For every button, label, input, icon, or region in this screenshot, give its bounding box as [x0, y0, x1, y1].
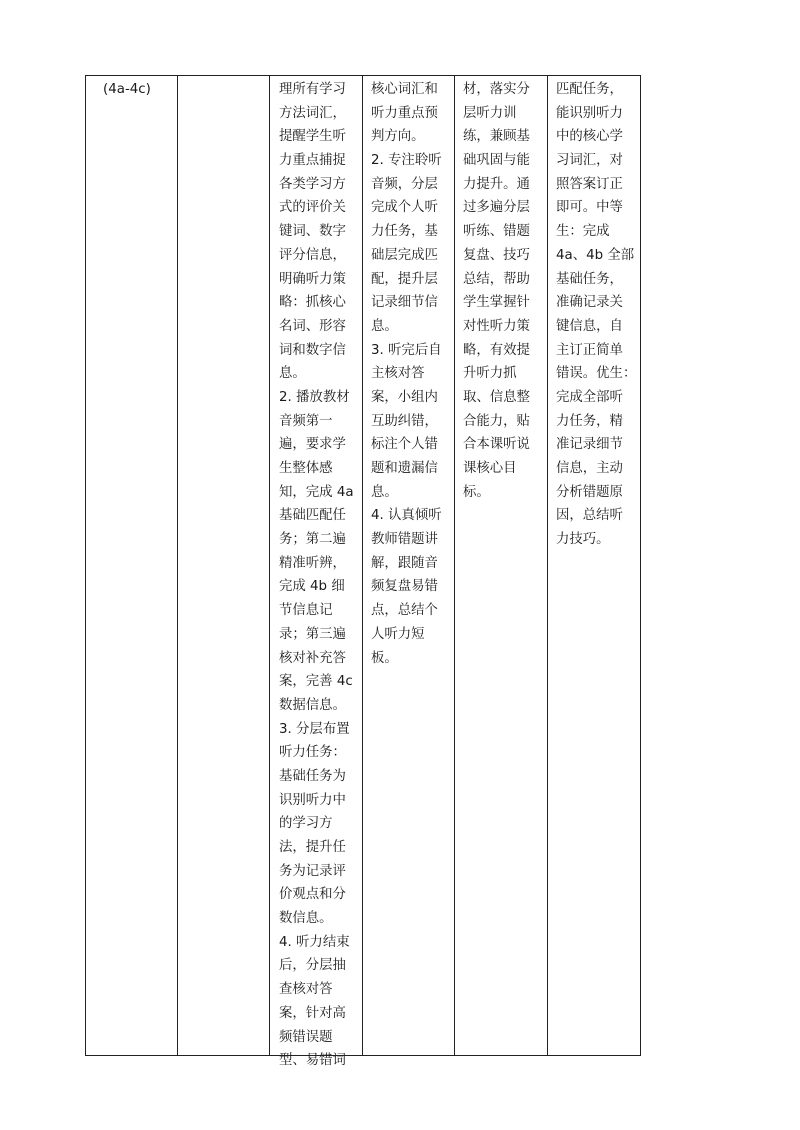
cell-text-line: 完成 4b 细 — [279, 579, 345, 595]
cell-text-line: 法，提升任 — [279, 840, 346, 855]
cell-text-line: 3. 听完后自 — [371, 342, 442, 358]
section-cell — [103, 78, 151, 102]
cell-text-line: 力技巧。 — [556, 532, 610, 548]
cell-text-line: 听力任务： — [279, 745, 346, 761]
cell-text-line: 键信息，自 — [556, 318, 623, 334]
teacher-activity-cell — [279, 78, 354, 1073]
cell-text-line: 信息，主动 — [556, 461, 623, 476]
cell-text-line: 基础任务为 — [279, 768, 346, 784]
cell-text-line: 力任务，基 — [371, 224, 438, 240]
column-divider — [454, 75, 455, 1056]
cell-text-line: 案，完善 4c — [279, 674, 353, 690]
cell-text-line: 听练、错题 — [463, 224, 530, 240]
cell-text-line: 照答案订正 — [556, 176, 623, 192]
cell-text-line: 即可。中等 — [556, 200, 623, 216]
cell-text-line: 准确记录关 — [556, 295, 623, 311]
cell-text-line: 点，总结个 — [371, 603, 438, 619]
cell-text-line: 能识别听力 — [556, 105, 623, 121]
cell-text-line: 升听力抓 — [463, 366, 517, 382]
cell-text-line: 精准听辨， — [279, 555, 346, 571]
cell-text-line: 式的评价关 — [279, 200, 346, 216]
cell-text-line: 键词、数字 — [279, 224, 346, 240]
cell-text-line: 3. 分层布置 — [279, 721, 350, 737]
cell-text-line: 知，完成 4a — [279, 484, 354, 500]
cell-text-line: 教师错题讲 — [371, 532, 438, 548]
cell-text-line: 识别听力中 — [279, 792, 346, 808]
cell-text-line: 数信息。 — [279, 911, 333, 927]
cell-text-line: 4. 听力结束 — [279, 934, 350, 950]
cell-text-line: 复盘、技巧 — [463, 247, 530, 263]
cell-text-line: 练，兼顾基 — [463, 129, 530, 145]
cell-text-line: 方法词汇， — [279, 105, 346, 121]
cell-text-line: 课核心目 — [463, 461, 517, 476]
cell-text-line: (4a-4c) — [103, 82, 151, 97]
cell-text-line: 力任务，精 — [556, 413, 623, 429]
cell-text-line: 合能力，贴 — [463, 413, 530, 429]
cell-text-line: 取、信息整 — [463, 389, 530, 405]
column-divider — [640, 75, 641, 1056]
cell-text-line: 明确听力策 — [279, 271, 346, 287]
cell-text-line: 基础匹配任 — [279, 508, 346, 524]
cell-text-line: 因，总结听 — [556, 508, 623, 524]
cell-text-line: 板。 — [371, 650, 398, 666]
cell-text-line: 遍，要求学 — [279, 437, 346, 453]
cell-text-line: 题和遗漏信 — [371, 461, 438, 476]
cell-text-line: 人听力短 — [371, 626, 425, 642]
cell-text-line: 音频第一 — [279, 413, 333, 429]
cell-text-line: 频错误题 — [279, 1029, 333, 1045]
cell-text-line: 数据信息。 — [279, 697, 346, 713]
cell-text-line: 主核对答 — [371, 366, 425, 382]
cell-text-line: 录；第三遍 — [279, 626, 346, 642]
cell-text-line: 听力重点预 — [371, 105, 438, 121]
cell-text-line: 4a、4b 全部 — [556, 247, 635, 263]
column-divider — [177, 75, 178, 1056]
column-divider — [269, 75, 270, 1056]
cell-text-line: 理所有学习 — [279, 82, 346, 97]
cell-text-line: 分析错题原 — [556, 484, 623, 500]
cell-text-line: 层听力训 — [463, 105, 517, 121]
cell-text-line: 案，小组内 — [371, 389, 438, 405]
column-divider — [362, 75, 363, 1056]
cell-text-line: 标。 — [463, 484, 490, 500]
cell-text-line: 查核对答 — [279, 982, 333, 998]
cell-text-line: 各类学习方 — [279, 176, 346, 192]
cell-text-line: 息。 — [279, 366, 306, 382]
cell-text-line: 后，分层抽 — [279, 958, 346, 974]
cell-text-line: 互助纠错， — [371, 413, 438, 429]
table-top-border — [85, 75, 641, 76]
column-divider — [547, 75, 548, 1056]
cell-text-line: 材，落实分 — [463, 82, 530, 97]
cell-text-line: 生整体感 — [279, 461, 333, 476]
evaluation-cell — [556, 78, 636, 552]
cell-text-line: 判方向。 — [371, 129, 425, 145]
cell-text-line: 息。 — [371, 484, 398, 500]
cell-text-line: 基础任务， — [556, 271, 623, 287]
cell-text-line: 配，提升层 — [371, 271, 438, 287]
table-bottom-border — [85, 1055, 641, 1056]
cell-text-line: 核心词汇和 — [371, 82, 438, 97]
cell-text-line: 略：抓核心 — [279, 295, 346, 311]
cell-text-line: 合本课听说 — [463, 437, 530, 453]
cell-text-line: 中的核心学 — [556, 129, 623, 145]
cell-text-line: 记录细节信 — [371, 295, 438, 311]
column-divider — [85, 75, 86, 1056]
cell-text-line: 频复盘易错 — [371, 579, 438, 595]
cell-text-line: 完成个人听 — [371, 200, 438, 216]
cell-text-line: 略，有效提 — [463, 342, 530, 358]
cell-text-line: 过多遍分层 — [463, 200, 530, 216]
cell-text-line: 核对补充答 — [279, 650, 346, 666]
cell-text-line: 提醒学生听 — [279, 129, 346, 145]
cell-text-line: 准记录细节 — [556, 437, 623, 453]
cell-text-line: 标注个人错 — [371, 437, 438, 453]
cell-text-line: 础层完成匹 — [371, 247, 438, 263]
cell-text-line: 2. 播放教材 — [279, 389, 350, 405]
cell-text-line: 错误。优生： — [556, 366, 637, 382]
cell-text-line: 对性听力策 — [463, 318, 530, 334]
cell-text-line: 力提升。通 — [463, 176, 530, 192]
cell-text-line: 评分信息， — [279, 247, 346, 263]
cell-text-line: 息。 — [371, 318, 398, 334]
cell-text-line: 解，跟随音 — [371, 555, 438, 571]
cell-text-line: 型、易错词 — [279, 1053, 346, 1069]
cell-text-line: 务；第二遍 — [279, 532, 346, 548]
cell-text-line: 匹配任务， — [556, 82, 623, 97]
cell-text-line: 务为记录评 — [279, 863, 346, 879]
cell-text-line: 总结，帮助 — [463, 271, 530, 287]
student-activity-cell — [371, 78, 442, 670]
cell-text-line: 力重点捕捉 — [279, 153, 346, 169]
cell-text-line: 的学习方 — [279, 816, 333, 832]
cell-text-line: 案，针对高 — [279, 1005, 346, 1021]
cell-text-line: 名词、形容 — [279, 318, 346, 334]
cell-text-line: 音频，分层 — [371, 176, 438, 192]
cell-text-line: 4. 认真倾听 — [371, 508, 442, 524]
cell-text-line: 学生掌握针 — [463, 295, 530, 311]
cell-text-line: 习词汇，对 — [556, 153, 623, 169]
cell-text-line: 词和数字信 — [279, 342, 346, 358]
lesson-plan-table — [85, 75, 641, 1069]
cell-text-line: 主订正简单 — [556, 342, 623, 358]
design-intent-cell — [463, 78, 530, 504]
cell-text-line: 完成全部听 — [556, 389, 623, 405]
cell-text-line: 生：完成 — [556, 224, 610, 240]
cell-text-line: 2. 专注聆听 — [371, 153, 442, 169]
cell-text-line: 节信息记 — [279, 603, 333, 619]
cell-text-line: 础巩固与能 — [463, 153, 530, 169]
cell-text-line: 价观点和分 — [279, 887, 346, 903]
